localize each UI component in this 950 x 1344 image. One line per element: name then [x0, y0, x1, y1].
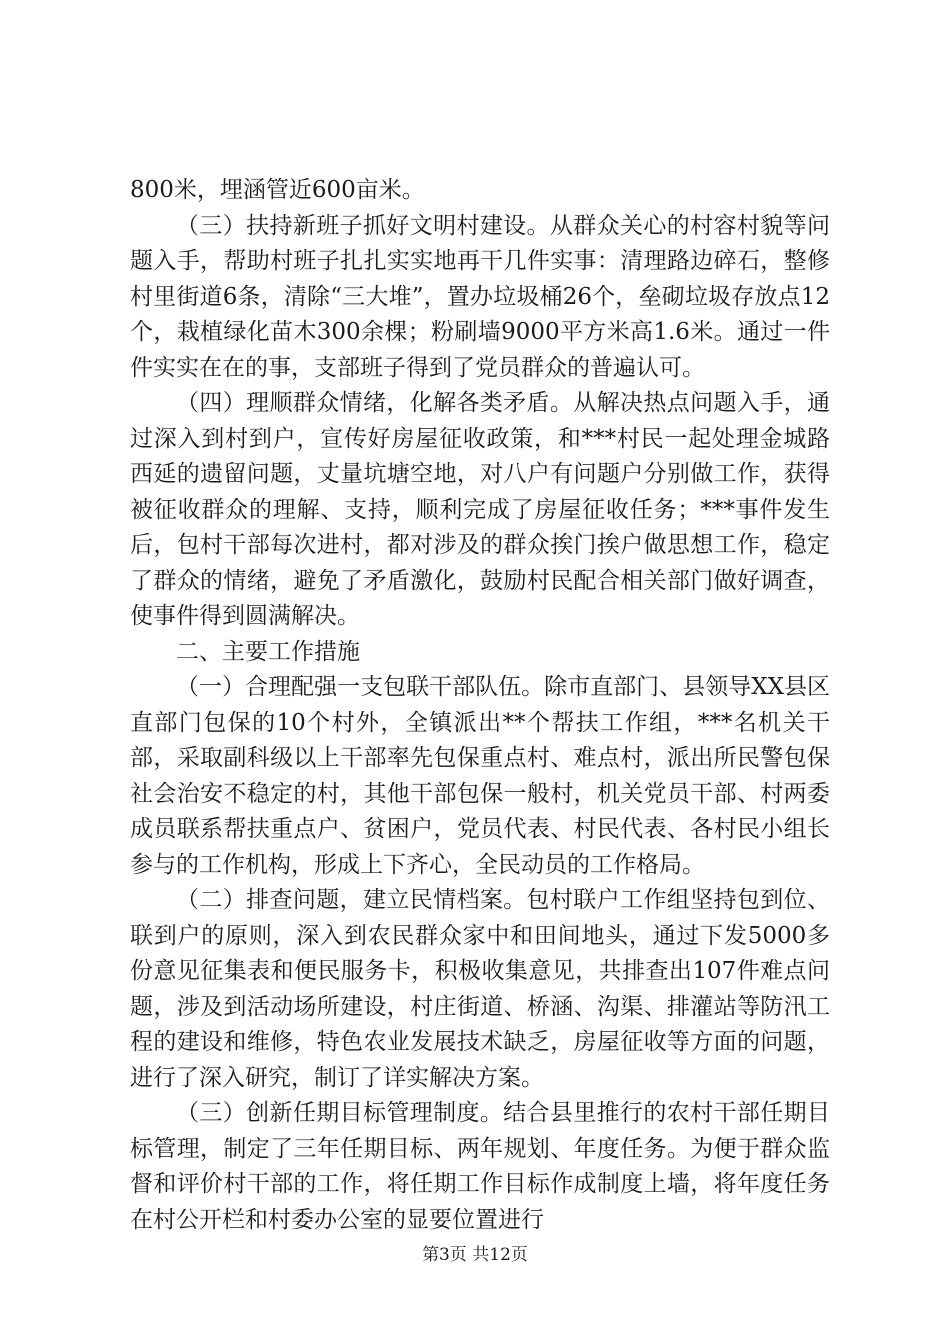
document-body — [130, 173, 830, 1238]
paragraph-investigate-problems: （二）排查问题，建立民情档案。包村联户工作组坚持包到位、联到户的原则，深入到农民群众家中和田间地头，通过下发5000多份意见征集表和便民服务卡，积极收集意见，共排查出107件难点问题，涉及到活动场所建设，村庄街道、桥涵、沟渠、排灌站等防汛工程的建设和维修，特色农业发展技术缺乏，房屋征收等方面的问题，进行了深入研究，制订了详实解决方案。 — [130, 887, 830, 1091]
paragraph-resolve-conflicts: （四）理顺群众情绪，化解各类矛盾。从解决热点问题入手，通过深入到村到户，宣传好房屋征收政策，和***村民一起处理金城路西延的遗留问题，丈量坑塘空地，对八户有问题户分别做工作，获得被征收群众的理解、支持，顺利完成了房屋征收任务；***事件发生后，包村干部每次进村，都对涉及的群众挨门挨户做思想工作，稳定了群众的情绪，避免了矛盾激化，鼓励村民配合相关部门做好调查，使事件得到圆满解决。 — [130, 390, 830, 629]
paragraph-cadre-team: （一）合理配强一支包联干部队伍。除市直部门、县领导XX县区直部门包保的10个村外，全镇派出**个帮扶工作组，***名机关干部，采取副科级以上干部率先包保重点村、难点村，派出所民警包保社会治安不稳定的村，其他干部包保一般村，机关党员干部、村两委成员联系帮扶重点户、贫困户，党员代表、村民代表、各村民小组长参与的工作机构，形成上下齐心，全民动员的工作格局。 — [130, 674, 830, 878]
paragraph-term-management: （三）创新任期目标管理制度。结合县里推行的农村干部任期目标管理，制定了三年任期目标、两年规划、年度任务。为便于群众监督和评价村干部的工作，将任期工作目标作成制度上墙，将年度任务在村公开栏和村委办公室的显要位置进行 — [130, 1100, 830, 1233]
paragraph-continuation: 800米，埋涵管近600亩米。 — [130, 177, 425, 203]
paragraph-civilized-village: （三）扶持新班子抓好文明村建设。从群众关心的村容村貌等问题入手，帮助村班子扎扎实实地再干几件实事：清理路边碎石，整修村里街道6条，清除“三大堆”，置办垃圾桶26个，垒砌垃圾存放点12个，栽植绿化苗木300余棵；粉刷墙9000平方米高1.6米。通过一件件实实在在的事，支部班子得到了党员群众的普遍认可。 — [130, 212, 830, 381]
section-heading-main-measures: 二、主要工作措施 — [176, 638, 360, 665]
page-number-footer: 第3页 共12页 — [422, 1245, 528, 1265]
